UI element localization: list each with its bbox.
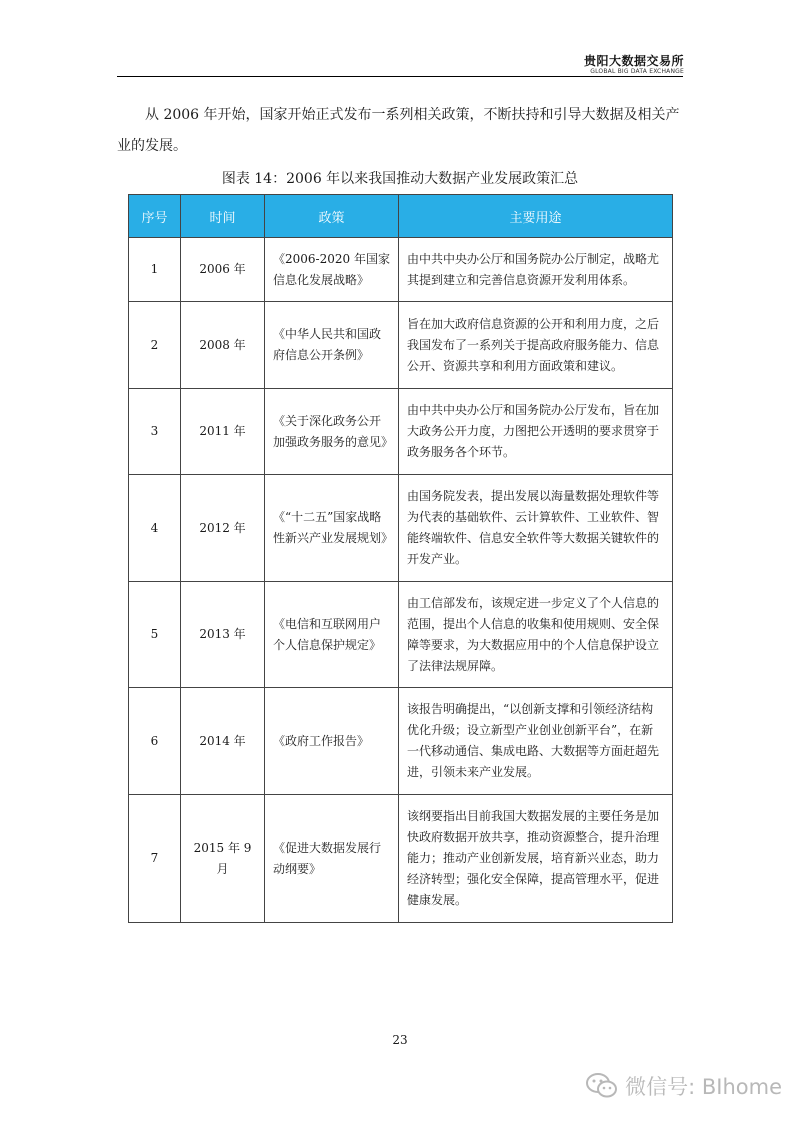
table-row bbox=[129, 795, 673, 923]
row-use: 由国务院发表，提出发展以海量数据处理软件等为代表的基础软件、云计算软件、工业软件、智能终端软件、信息安全软件等大数据关键软件的开发产业。 bbox=[399, 475, 673, 582]
table-row bbox=[129, 389, 673, 475]
row-use: 旨在加大政府信息资源的公开和利用力度，之后我国发布了一系列关于提高政府服务能力、信息公开、资源共享和利用方面政策和建议。 bbox=[399, 302, 673, 389]
row-use: 由中共中央办公厅和国务院办公厅制定，战略尤其提到建立和完善信息资源开发利用体系。 bbox=[399, 238, 673, 302]
header-time: 时间 bbox=[181, 195, 265, 238]
row-use: 由工信部发布，该规定进一步定义了个人信息的范围，提出个人信息的收集和使用规则、安全保障等要求，为大数据应用中的个人信息保护设立了法律法规屏障。 bbox=[399, 582, 673, 688]
row-use: 该纲要指出目前我国大数据发展的主要任务是加快政府数据开放共享，推动资源整合，提升治理能力；推动产业创新发展，培育新兴业态，助力经济转型；强化安全保障，提高管理水平，促进健康发展。 bbox=[399, 795, 673, 923]
policy-table bbox=[128, 194, 673, 923]
table-row bbox=[129, 238, 673, 302]
page-number: 23 bbox=[392, 1033, 408, 1047]
row-no: 7 bbox=[129, 795, 181, 923]
row-no: 4 bbox=[129, 475, 181, 582]
row-policy: 《“十二五”国家战略性新兴产业发展规划》 bbox=[265, 475, 399, 582]
header-use: 主要用途 bbox=[399, 195, 673, 238]
row-time: 2006 年 bbox=[181, 238, 265, 302]
row-time: 2008 年 bbox=[181, 302, 265, 389]
row-time: 2013 年 bbox=[181, 582, 265, 688]
row-policy: 《政府工作报告》 bbox=[265, 688, 399, 795]
row-no: 6 bbox=[129, 688, 181, 795]
row-no: 5 bbox=[129, 582, 181, 688]
table-header-row bbox=[129, 195, 673, 238]
table-row bbox=[129, 475, 673, 582]
table-row bbox=[129, 302, 673, 389]
row-no: 3 bbox=[129, 389, 181, 475]
row-policy: 《电信和互联网用户个人信息保护规定》 bbox=[265, 582, 399, 688]
row-time: 2012 年 bbox=[181, 475, 265, 582]
row-time: 2015 年 9 月 bbox=[181, 795, 265, 923]
row-use: 由中共中央办公厅和国务院办公厅发布，旨在加大政务公开力度，力图把公开透明的要求贯穿于政务服务各个环节。 bbox=[399, 389, 673, 475]
row-no: 1 bbox=[129, 238, 181, 302]
row-policy: 《关于深化政务公开加强政务服务的意见》 bbox=[265, 389, 399, 475]
row-use: 该报告明确提出，“以创新支撑和引领经济结构优化升级；设立新型产业创业创新平台”，在新一代移动通信、集成电路、大数据等方面赶超先进，引领未来产业发展。 bbox=[399, 688, 673, 795]
header-divider bbox=[117, 76, 683, 77]
row-policy: 《促进大数据发展行动纲要》 bbox=[265, 795, 399, 923]
brand-name-cn: 贵阳大数据交易所 bbox=[583, 54, 684, 68]
brand-name-en: GLOBAL BIG DATA EXCHANGE bbox=[590, 68, 684, 75]
row-policy: 《2006-2020 年国家信息化发展战略》 bbox=[265, 238, 399, 302]
intro-paragraph: 从 2006 年开始，国家开始正式发布一系列相关政策，不断扶持和引导大数据及相关产业的发展。 bbox=[117, 107, 680, 154]
table-caption: 图表 14：2006 年以来我国推动大数据产业发展政策汇总 bbox=[221, 171, 579, 187]
row-time: 2014 年 bbox=[181, 688, 265, 795]
wechat-id-text: 微信号: BIhome bbox=[625, 1075, 782, 1099]
wechat-watermark bbox=[585, 1071, 782, 1101]
row-policy: 《中华人民共和国政府信息公开条例》 bbox=[265, 302, 399, 389]
header-policy: 政策 bbox=[265, 195, 399, 238]
header-brand bbox=[584, 55, 684, 76]
wechat-icon bbox=[585, 1072, 619, 1100]
row-time: 2011 年 bbox=[181, 389, 265, 475]
table-row bbox=[129, 688, 673, 795]
row-no: 2 bbox=[129, 302, 181, 389]
table-row bbox=[129, 582, 673, 688]
header-no: 序号 bbox=[129, 195, 181, 238]
